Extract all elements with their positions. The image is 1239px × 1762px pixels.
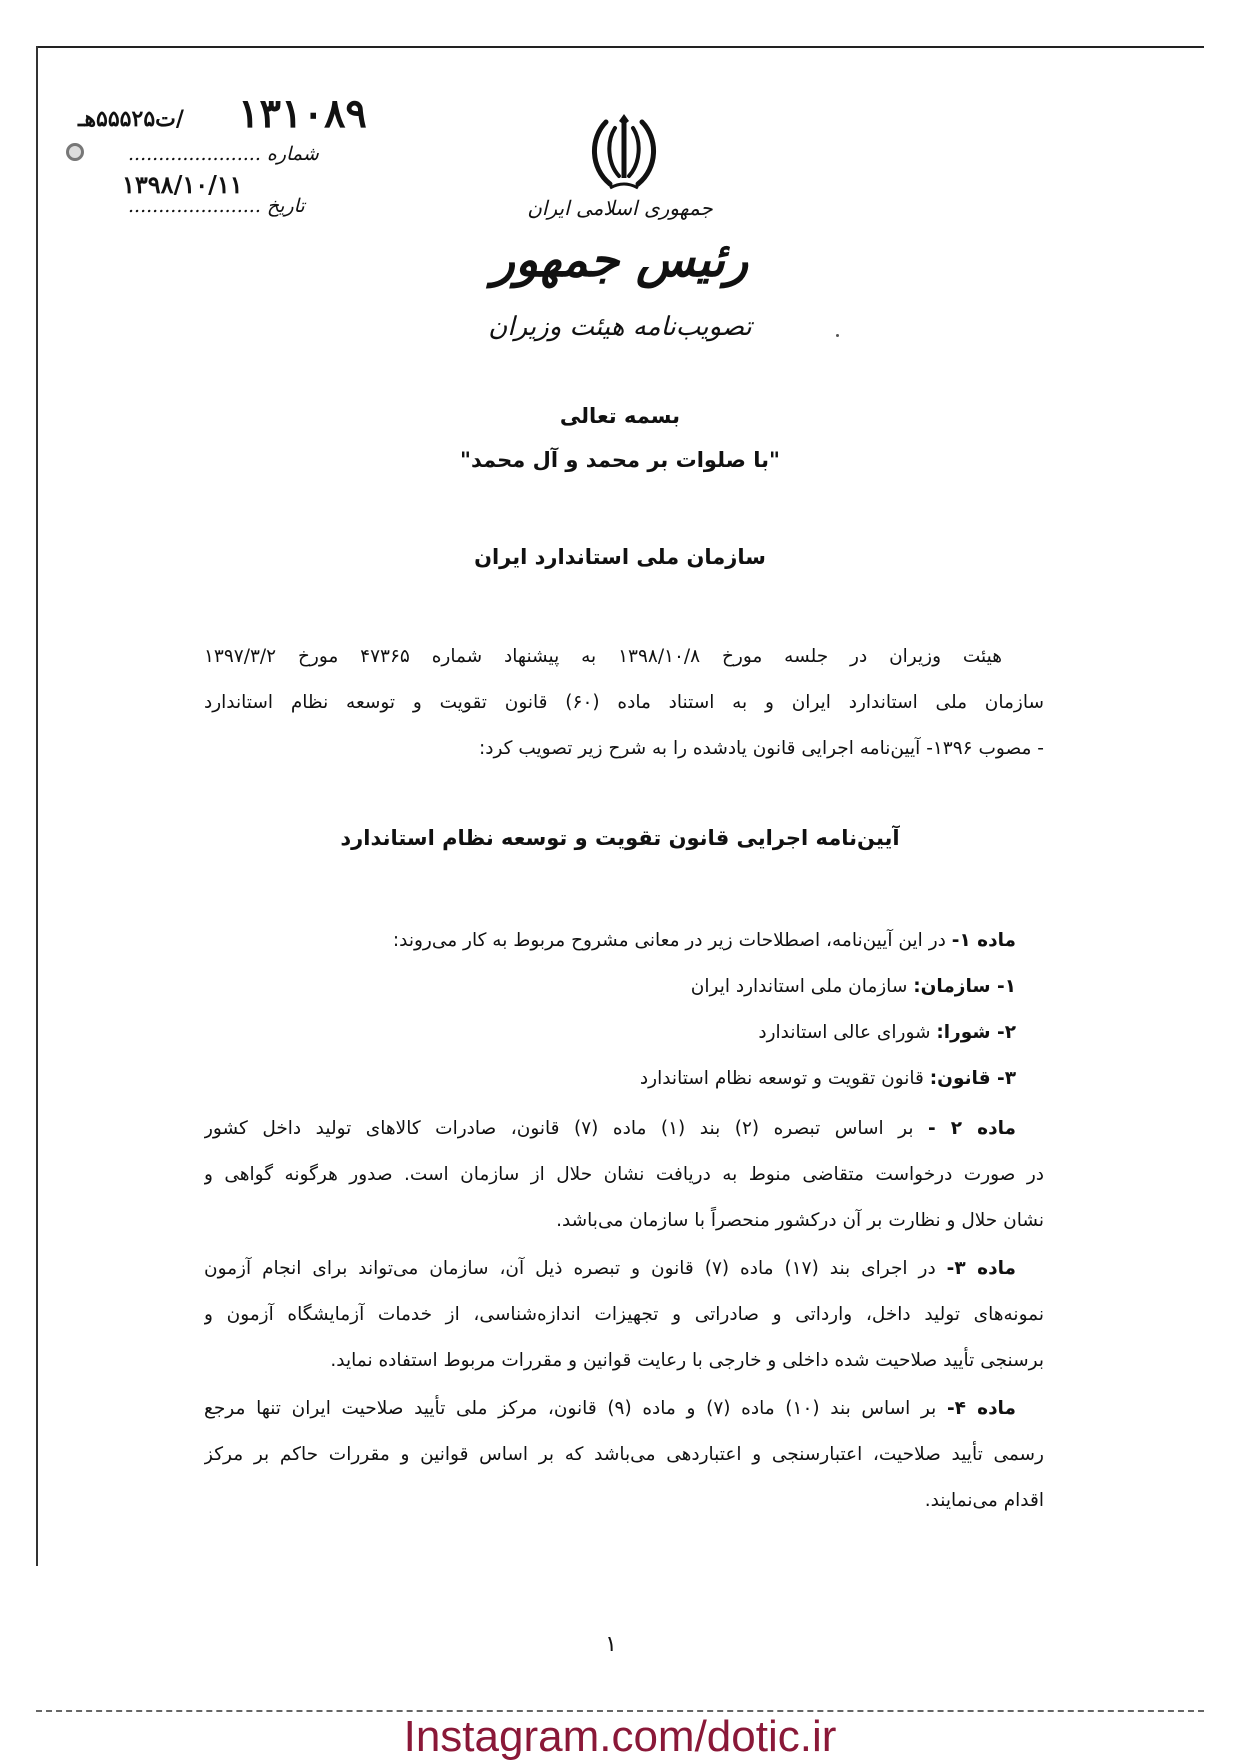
letter-date-handwritten: ۱۳۹۸/۱۰/۱۱	[122, 170, 243, 199]
definition-3	[204, 1056, 1044, 1102]
letterhead-office: رئیس جمهور	[491, 232, 749, 288]
article-3-line: نمونه‌های تولید داخل، وارداتی و صادراتی و تجهیزات اندازه‌شناسی، از خدمات آزمایشگاه آزمون و	[204, 1304, 1044, 1325]
definition-1	[204, 964, 1044, 1010]
article-2-line: در صورت درخواست متقاضی منوط به دریافت نشان حلال از سازمان است. صدور هرگونه گواهی و	[204, 1164, 1044, 1185]
article-1-text: در این آیین‌نامه، اصطلاحات زیر در معانی مشروح مربوط به کار می‌روند:	[392, 930, 952, 951]
addressee-heading: سازمان ملی استاندارد ایران	[474, 545, 766, 569]
salawat-heading: "با صلوات بر محمد و آل محمد"	[460, 448, 780, 472]
iran-emblem-icon	[586, 112, 662, 192]
page-number: ۱	[605, 1632, 617, 1657]
bylaw-title: آیین‌نامه اجرایی قانون تقویت و توسعه نظام استاندارد	[340, 826, 900, 850]
letter-date-label: تاریخ ......................	[128, 195, 305, 217]
bismillah-heading: بسمه تعالی	[559, 404, 681, 428]
top-border-line	[36, 46, 1204, 48]
letterhead-subtitle: تصویب‌نامه هیئت وزیران	[488, 312, 752, 342]
scan-speck	[836, 334, 839, 337]
article-3-label: ماده ۳-	[946, 1258, 1016, 1279]
letter-number-code: /ت۵۵۵۲۵هـ	[78, 106, 184, 132]
article-1-line	[204, 918, 1044, 964]
article-1	[204, 918, 1044, 1102]
definition-3-text: قانون تقویت و توسعه نظام استاندارد	[639, 1068, 930, 1089]
letterhead-country: جمهوری اسلامی ایران	[527, 196, 713, 220]
definition-2-text: شورای عالی استاندارد	[758, 1022, 937, 1043]
article-3-line	[204, 1246, 1044, 1292]
letter-number-label: شماره ......................	[128, 143, 319, 165]
intro-line: هیئت وزیران در جلسه مورخ ۱۳۹۸/۱۰/۸ به پیشنهاد شماره ۴۷۳۶۵ مورخ ۱۳۹۷/۳/۲	[204, 646, 1002, 667]
binder-hole-icon	[66, 143, 84, 161]
definition-2	[204, 1010, 1044, 1056]
article-4-label: ماده ۴-	[946, 1398, 1016, 1419]
intro-line: سازمان ملی استاندارد ایران و به استناد ماده (۶۰) قانون تقویت و توسعه نظام استاندارد	[204, 692, 1044, 713]
article-1-label: ماده ۱-	[951, 930, 1016, 951]
article-3-line: برسنجی تأیید صلاحیت شده داخلی و خارجی با رعایت قوانین و مقررات مربوط استفاده نماید.	[330, 1350, 1044, 1371]
article-4-text: بر اساس بند (۱۰) ماده (۷) و ماده (۹) قانون، مرکز ملی تأیید صلاحیت ایران تنها مرجع	[204, 1398, 947, 1419]
article-2-text: بر اساس تبصره (۲) بند (۱) ماده (۷) قانون، صادرات کالاهای تولید داخل کشور	[204, 1118, 929, 1139]
article-3-text: در اجرای بند (۱۷) ماده (۷) قانون و تبصره ذیل آن، سازمان می‌تواند برای انجام آزمون	[204, 1258, 947, 1279]
article-2-line: نشان حلال و نظارت بر آن درکشور منحصراً با سازمان می‌باشد.	[556, 1210, 1044, 1231]
footer-watermark-link[interactable]: Instagram.com/dotic.ir	[403, 1712, 837, 1761]
article-4-line: رسمی تأیید صلاحیت، اعتبارسنجی و اعتباردهی می‌باشد که بر اساس قوانین و مقررات حاکم بر مرکز	[204, 1444, 1044, 1465]
letter-number-handwritten: ۱۳۱۰۸۹	[238, 90, 367, 137]
article-4-line: اقدام می‌نمایند.	[924, 1490, 1044, 1511]
intro-line: - مصوب ۱۳۹۶- آیین‌نامه اجرایی قانون یادشده را به شرح زیر تصویب کرد:	[479, 738, 1044, 759]
intro-paragraph	[204, 634, 1044, 772]
left-border-line	[36, 46, 38, 1566]
article-2-line	[204, 1106, 1044, 1152]
definition-1-text: سازمان ملی استاندارد ایران	[690, 976, 914, 997]
definition-2-label: ۲- شورا:	[936, 1022, 1016, 1043]
article-2	[204, 1106, 1044, 1244]
definition-1-label: ۱- سازمان:	[913, 976, 1016, 997]
article-4-line	[204, 1386, 1044, 1432]
article-4	[204, 1386, 1044, 1524]
article-3	[204, 1246, 1044, 1384]
article-2-label: ماده ۲ -	[928, 1118, 1016, 1139]
definition-3-label: ۳- قانون:	[929, 1068, 1016, 1089]
